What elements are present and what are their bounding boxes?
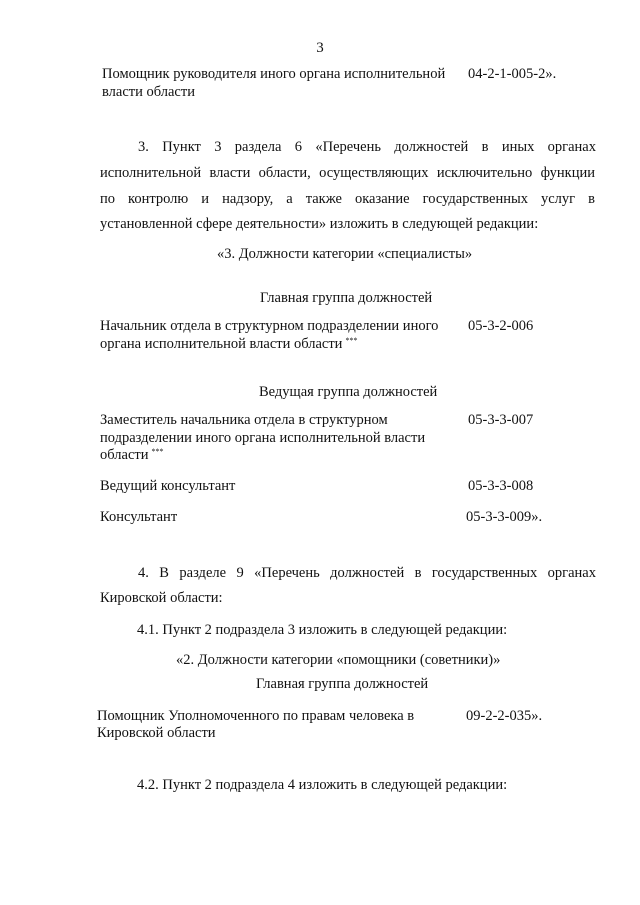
entry-deputy-head-line2: подразделении иного органа исполнительной власти [100,430,426,446]
item4-line1: 4. В разделе 9 «Перечень должностей в государственных органах [138,565,596,581]
entry-consultant: Консультант [100,509,178,525]
entry-deputy-head-code: 05-3-3-007 [468,412,534,428]
entry-leading-consultant-code: 05-3-3-008 [468,478,534,494]
footnote-mark: *** [151,447,164,456]
top-entry-code: 04-2-1-005-2». [468,66,557,82]
entry-ombudsman-assistant-line2: Кировской области [97,725,216,741]
entry-deputy-head-line1: Заместитель начальника отдела в структурном [100,412,388,428]
item4-line2: Кировской области: [100,590,223,606]
entry-head-of-department-line1: Начальник отдела в структурном подразделении иного [100,318,439,334]
entry-ombudsman-assistant-code: 09-2-2-035». [466,708,543,724]
leading-group-title: Ведущая группа должностей [259,384,438,400]
main-group-title: Главная группа должностей [260,290,433,306]
item3-line4: установленной сфере деятельности» изложить в следующей редакции: [100,216,539,232]
item4-group-title: Главная группа должностей [256,676,429,692]
entry-deputy-head-line3 [100,447,163,464]
item3-line1: 3. Пункт 3 раздела 6 «Перечень должностей в иных органах [138,139,596,155]
item3-line3: по контролю и надзору, а также оказание государственных услуг в [100,191,595,207]
entry-consultant-code: 05-3-3-009». [466,509,543,525]
item3-line2: исполнительной власти области, осуществляющих исключительно функции [100,165,595,181]
entry-head-of-department-code: 05-3-2-006 [468,318,534,334]
item3-category-title: «3. Должности категории «специалисты» [217,246,473,262]
top-entry-line1: Помощник руководителя иного органа исполнительной [102,66,446,82]
item4-category-title: «2. Должности категории «помощники (советники)» [176,652,501,668]
entry-head-of-department-line2 [100,336,357,353]
entry-ombudsman-assistant-line1: Помощник Уполномоченного по правам человека в [97,708,415,724]
item4-2-text: 4.2. Пункт 2 подраздела 4 изложить в следующей редакции: [137,777,508,793]
entry-leading-consultant: Ведущий консультант [100,478,236,494]
footnote-mark: *** [345,336,358,345]
page-number: 3 [316,40,324,56]
top-entry-line2: власти области [102,84,195,100]
entry-text: области [100,447,149,463]
item4-1-text: 4.1. Пункт 2 подраздела 3 изложить в следующей редакции: [137,622,508,638]
entry-text: органа исполнительной власти области [100,336,343,352]
